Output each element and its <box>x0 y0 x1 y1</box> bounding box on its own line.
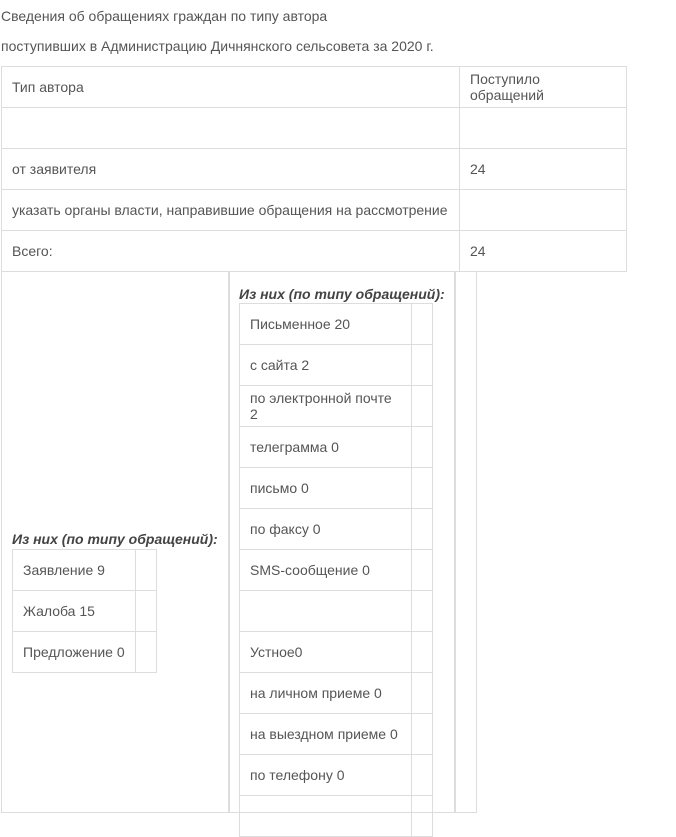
list-item <box>240 714 433 755</box>
item-empty <box>412 386 433 427</box>
table-row <box>2 108 627 149</box>
list-item <box>13 632 157 673</box>
item-empty <box>412 673 433 714</box>
item-label: по телефону 0 <box>240 755 412 796</box>
list-item <box>240 796 433 837</box>
item-empty <box>412 796 433 837</box>
list-item <box>13 550 157 591</box>
item-label: Предложение 0 <box>13 632 136 673</box>
item-empty <box>412 468 433 509</box>
header-author-type: Тип автора <box>2 67 460 108</box>
row-value: 24 <box>460 231 627 272</box>
list-item <box>240 550 433 591</box>
item-label: по факсу 0 <box>240 509 412 550</box>
table-row <box>2 231 627 272</box>
list-item <box>240 468 433 509</box>
table-row <box>2 190 627 231</box>
list-item <box>240 673 433 714</box>
list-item <box>240 304 433 345</box>
item-label <box>240 591 412 632</box>
right-extra-cell <box>454 271 477 813</box>
item-empty <box>412 427 433 468</box>
item-empty <box>136 632 157 673</box>
right-subtitle: Из них (по типу обращений): <box>239 286 445 302</box>
header-received: Поступило обращений <box>460 67 627 108</box>
item-empty <box>412 714 433 755</box>
item-label: на выездном приеме 0 <box>240 714 412 755</box>
item-empty <box>136 591 157 632</box>
table-row <box>2 149 627 190</box>
item-label: на личном приеме 0 <box>240 673 412 714</box>
list-item <box>240 755 433 796</box>
item-empty <box>412 550 433 591</box>
right-type-table <box>239 303 433 837</box>
table-header-row <box>2 67 627 108</box>
heading-line-1: Сведения об обращениях граждан по типу автора <box>1 8 328 24</box>
item-empty <box>412 509 433 550</box>
item-label: Устное0 <box>240 632 412 673</box>
list-item <box>240 427 433 468</box>
list-item <box>240 386 433 427</box>
row-label <box>2 108 460 149</box>
item-label: с сайта 2 <box>240 345 412 386</box>
list-item <box>13 591 157 632</box>
row-value <box>460 108 627 149</box>
left-type-table <box>12 549 157 673</box>
row-label: указать органы власти, направившие обращения на рассмотрение <box>2 190 460 231</box>
author-type-table <box>1 66 627 272</box>
item-label: письмо 0 <box>240 468 412 509</box>
item-label: Письменное 20 <box>240 304 412 345</box>
item-label: по электронной почте 2 <box>240 386 412 427</box>
item-empty <box>412 632 433 673</box>
item-empty <box>136 550 157 591</box>
item-empty <box>412 755 433 796</box>
row-label: Всего: <box>2 231 460 272</box>
row-label: от заявителя <box>2 149 460 190</box>
list-item <box>240 509 433 550</box>
row-value: 24 <box>460 149 627 190</box>
item-empty <box>412 304 433 345</box>
item-label: SMS-сообщение 0 <box>240 550 412 591</box>
row-value <box>460 190 627 231</box>
heading-line-2: поступивших в Администрацию Дичнянского сельсовета за 2020 г. <box>1 38 434 54</box>
list-item <box>240 591 433 632</box>
item-empty <box>412 591 433 632</box>
item-label: Жалоба 15 <box>13 591 136 632</box>
item-label: телеграмма 0 <box>240 427 412 468</box>
item-empty <box>412 345 433 386</box>
list-item <box>240 345 433 386</box>
list-item <box>240 632 433 673</box>
item-label: Заявление 9 <box>13 550 136 591</box>
item-label <box>240 796 412 837</box>
left-subtitle: Из них (по типу обращений): <box>12 531 218 547</box>
